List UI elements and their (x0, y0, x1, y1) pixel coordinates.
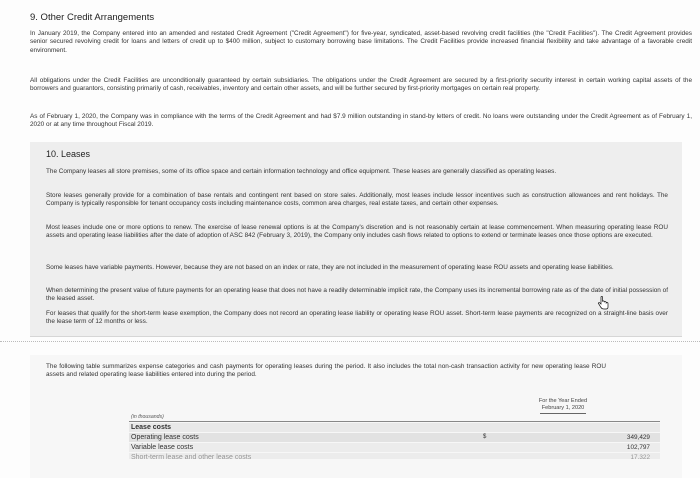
section-9-paragraph-1: In January 2019, the Company entered into an amended and restated Credit Agreement ("Credit Agreement") for five-year, syndicated, asset-based revolving credit facilities (the "Credit Facilities"). The Credit Agreement provides senior secured revolving credit for loans and letters of credit up to $400 million, subject to customary borrowing base limitations. The Credit Facilities provide increased financial flexibility and take advantage of a favorable credit environment. (30, 30, 692, 54)
table-row-partial (129, 453, 660, 459)
table-row (129, 433, 660, 442)
section-10-highlighted-block (30, 142, 682, 337)
section-10-paragraph-3: Most leases include one or more options to renew. The exercise of lease renewal options is at the Company's discretion and is not reasonably certain at lease commencement. When measuring operating lease ROU assets and operating lease liabilities after the date of adoption of ASC 842 (February 3, 2019), the Company only includes cash flows related to options to extend or terminate leases once those options are executed. (46, 224, 668, 240)
table-section-row (129, 423, 660, 432)
column-header-line-2: February 1, 2020 (540, 405, 587, 414)
units-label: (in thousands) (131, 414, 164, 420)
row-value: 17,322 (630, 454, 650, 459)
lease-costs-table-area (30, 355, 682, 478)
row-label: Short-term lease and other lease costs (131, 454, 252, 459)
table-intro-text: The following table summarizes expense categories and cash payments for operating leases during the period. It also includes the total non-cash transaction activity for new operating lease ROU assets and related operating lease liabilities entered into during the period. (46, 363, 606, 379)
section-10-paragraph-2: Store leases generally provide for a combination of base rentals and contingent rent based on store sales. Additionally, most leases include lessor incentives such as construction allowances and rent holidays. The Company is typically responsible for tenant occupancy costs including maintenance costs, common area charges, real estate taxes, and certain other expenses. (46, 192, 668, 208)
section-divider (0, 341, 700, 342)
section-9-heading: 9. Other Credit Arrangements (30, 12, 155, 23)
row-value: 349,429 (626, 434, 650, 441)
row-label: Variable lease costs (131, 444, 194, 451)
section-label: Lease costs (131, 424, 172, 431)
hand-pointer-icon (597, 296, 609, 310)
section-10-heading: 10. Leases (46, 149, 91, 159)
header-rule (129, 421, 660, 422)
currency-symbol: $ (483, 434, 487, 440)
section-9-paragraph-3: As of February 1, 2020, the Company was in compliance with the terms of the Credit Agreement and had $7.9 million outstanding in stand-by letters of credit. No loans were outstanding under the Credit Agreement as of February 1, 2020 or at any time throughout Fiscal 2019. (30, 113, 692, 129)
column-header (508, 398, 618, 414)
section-9-paragraph-2: All obligations under the Credit Facilities are unconditionally guaranteed by certain subsidiaries. The obligations under the Credit Agreement are secured by a first-priority security interest in certain working capital assets of the borrowers and guarantors, consisting primarily of cash, receivables, inventory and certain other assets, and will be further secured by first-priority mortgages on certain real property. (30, 77, 692, 93)
row-label: Operating lease costs (131, 434, 199, 441)
column-header-line-1: For the Year Ended (538, 398, 588, 404)
section-10-paragraph-6: For leases that qualify for the short-term lease exemption, the Company does not record an operating lease liability or operating lease ROU asset. Short-term lease payments are recognized on a straight-line basis over the lease term of 12 months or less. (46, 310, 668, 326)
row-value: 102,797 (626, 444, 650, 451)
section-10-paragraph-4: Some leases have variable payments. However, because they are not based on an index or rate, they are not included in the measurement of operating lease ROU assets and operating lease liabilities. (46, 264, 614, 271)
section-10-paragraph-1: The Company leases all store premises, some of its office space and certain information technology and office equipment. These leases are generally classified as operating leases. (46, 168, 557, 175)
section-10-paragraph-5: When determining the present value of future payments for an operating lease that does not have a readily determinable implicit rate, the Company uses its incremental borrowing rate as of the date of initial possession of the leased asset. (46, 287, 668, 303)
table-row (129, 443, 660, 452)
